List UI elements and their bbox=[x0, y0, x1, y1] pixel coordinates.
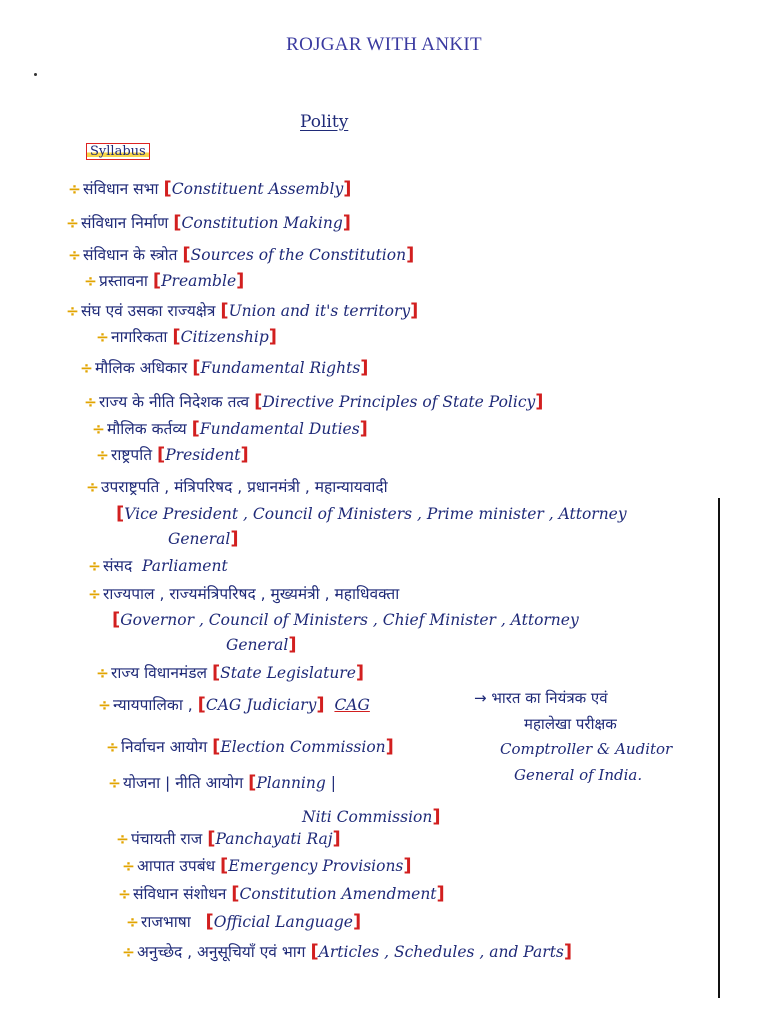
bullet-icon: ÷ bbox=[118, 885, 131, 903]
bullet-icon: ÷ bbox=[80, 359, 93, 377]
syllabus-item: ÷ राज्य विधानमंडल [State Legislature] bbox=[96, 662, 365, 683]
syllabus-item: ÷ राजभाषा [Official Language] bbox=[126, 911, 362, 932]
bullet-icon: ÷ bbox=[86, 478, 99, 496]
bullet-icon: ÷ bbox=[88, 557, 101, 575]
syllabus-item-english: [Governor , Council of Ministers , Chief Minister , Attorney bbox=[112, 609, 579, 630]
bullet-icon: ÷ bbox=[106, 738, 119, 756]
syllabus-item-english: [Vice President , Council of Ministers , Prime minister , Attorney bbox=[116, 503, 627, 524]
bullet-icon: ÷ bbox=[66, 214, 79, 232]
syllabus-item: ÷ पंचायती राज [Panchayati Raj] bbox=[116, 828, 341, 849]
syllabus-item: ÷ संविधान सभा [Constituent Assembly] bbox=[68, 178, 352, 199]
syllabus-item: ÷ योजना | नीति आयोग [Planning | bbox=[108, 772, 336, 793]
bullet-icon: ÷ bbox=[84, 272, 97, 290]
bullet-icon: ÷ bbox=[92, 420, 105, 438]
syllabus-item: ÷ संसद Parliament bbox=[88, 557, 228, 575]
cag-note-line: महालेखा परीक्षक bbox=[524, 715, 617, 733]
bullet-icon: ÷ bbox=[116, 830, 129, 848]
syllabus-item: ÷ संविधान के स्त्रोत [Sources of the Constitution] bbox=[68, 244, 415, 265]
page-header: ROJGAR WITH ANKIT bbox=[286, 34, 482, 55]
syllabus-item: ÷ राष्ट्रपति [President] bbox=[96, 444, 249, 465]
bullet-icon: ÷ bbox=[88, 585, 101, 603]
bullet-icon: ÷ bbox=[98, 696, 111, 714]
bullet-icon: ÷ bbox=[96, 446, 109, 464]
syllabus-item: ÷ संविधान संशोधन [Constitution Amendment] bbox=[118, 883, 445, 904]
syllabus-item: ÷ राज्य के नीति निदेशक तत्व [Directive Principles of State Policy] bbox=[84, 391, 544, 412]
bullet-icon: ÷ bbox=[68, 180, 81, 198]
bullet-icon: ÷ bbox=[126, 913, 139, 931]
syllabus-item: ÷ आपात उपबंध [Emergency Provisions] bbox=[122, 855, 412, 876]
bullet-icon: ÷ bbox=[122, 943, 135, 961]
syllabus-item: ÷ निर्वाचन आयोग [Election Commission] bbox=[106, 736, 394, 757]
bullet-icon: ÷ bbox=[84, 393, 97, 411]
syllabus-item-english-cont: Niti Commission] bbox=[302, 806, 441, 827]
bullet-icon: ÷ bbox=[96, 664, 109, 682]
cag-note-line: → भारत का नियंत्रक एवं bbox=[474, 689, 608, 707]
cag-note-line: General of India. bbox=[514, 766, 643, 784]
syllabus-item: ÷ मौलिक कर्तव्य [Fundamental Duties] bbox=[92, 418, 368, 439]
syllabus-item-english-cont: General] bbox=[226, 634, 297, 655]
syllabus-item: ÷ न्यायपालिका , [CAG Judiciary] CAG bbox=[98, 694, 370, 715]
syllabus-item: ÷ नागरिकता [Citizenship] bbox=[96, 326, 278, 347]
margin-line bbox=[718, 498, 720, 998]
bullet-icon: ÷ bbox=[96, 328, 109, 346]
arrow-right-icon: → bbox=[474, 689, 487, 707]
syllabus-item: ÷ प्रस्तावना [Preamble] bbox=[84, 270, 245, 291]
bullet-icon: ÷ bbox=[68, 246, 81, 264]
bullet-icon: ÷ bbox=[122, 857, 135, 875]
syllabus-item: ÷ अनुच्छेद , अनुसूचियाँ एवं भाग [Articles , Schedules , and Parts] bbox=[122, 941, 573, 962]
bullet-icon: ÷ bbox=[108, 774, 121, 792]
cag-note-line: Comptroller & Auditor bbox=[500, 740, 673, 758]
bullet-icon: ÷ bbox=[66, 302, 79, 320]
syllabus-item-english-cont: General] bbox=[168, 528, 239, 549]
syllabus-item: ÷ मौलिक अधिकार [Fundamental Rights] bbox=[80, 357, 369, 378]
syllabus-item: ÷ संविधान निर्माण [Constitution Making] bbox=[66, 212, 352, 233]
syllabus-item: ÷ संघ एवं उसका राज्यक्षेत्र [Union and it's territory] bbox=[66, 300, 419, 321]
syllabus-item: ÷ राज्यपाल , राज्यमंत्रिपरिषद , मुख्यमंत्री , महाधिवक्ता bbox=[88, 585, 400, 603]
page-title: Polity bbox=[300, 112, 349, 132]
stray-dot bbox=[34, 73, 37, 76]
syllabus-item: ÷ उपराष्ट्रपति , मंत्रिपरिषद , प्रधानमंत्री , महान्यायवादी bbox=[86, 478, 388, 496]
syllabus-label: Syllabus bbox=[86, 143, 150, 160]
